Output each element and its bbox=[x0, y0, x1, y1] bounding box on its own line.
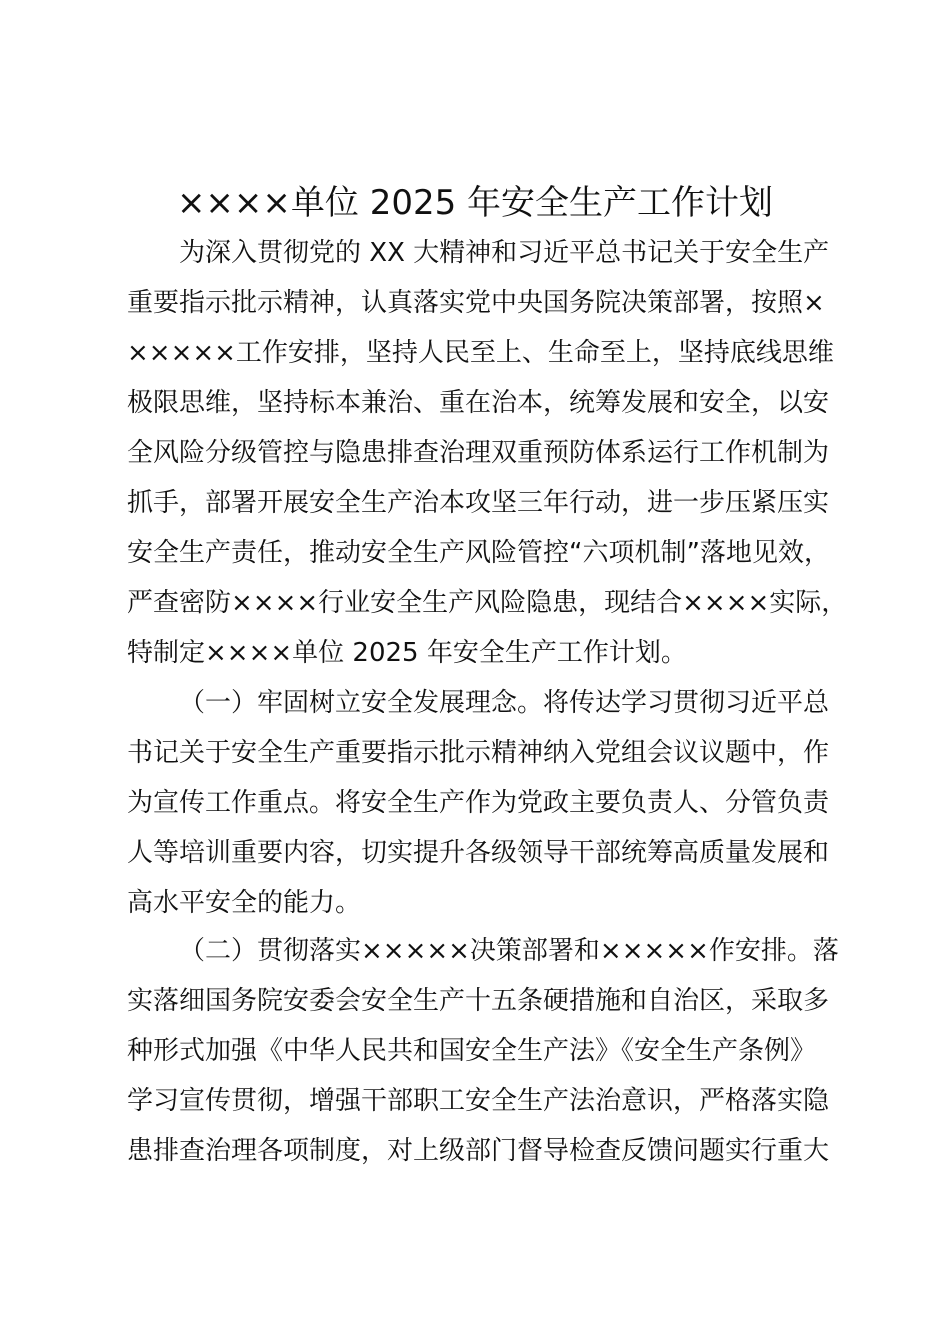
document-title: ××××单位 2025 年安全生产工作计划 bbox=[176, 183, 774, 223]
paragraph-line: 种形式加强《中华人民共和国安全生产法》《安全生产条例》 bbox=[127, 1036, 817, 1066]
paragraph-line: 高水平安全的能力。 bbox=[127, 888, 362, 918]
paragraph-line: 实落细国务院安委会安全生产十五条硬措施和自治区，采取多 bbox=[127, 986, 830, 1016]
paragraph-line: 特制定××××单位 2025 年安全生产工作计划。 bbox=[127, 638, 687, 668]
paragraph-line: 抓手，部署开展安全生产治本攻坚三年行动，进一步压紧压实 bbox=[127, 488, 830, 518]
paragraph-line: （一）牢固树立安全发展理念。将传达学习贯彻习近平总 bbox=[179, 688, 830, 718]
paragraph-line: 学习宣传贯彻，增强干部职工安全生产法治意识，严格落实隐 bbox=[127, 1086, 830, 1116]
paragraph-line: ×××××工作安排，坚持人民至上、生命至上，坚持底线思维 bbox=[127, 338, 834, 368]
paragraph-line: 书记关于安全生产重要指示批示精神纳入党组会议议题中，作 bbox=[127, 738, 830, 768]
paragraph-line: 为深入贯彻党的 XX 大精神和习近平总书记关于安全生产 bbox=[179, 238, 830, 268]
paragraph-line: 为宣传工作重点。将安全生产作为党政主要负责人、分管负责 bbox=[127, 788, 830, 818]
paragraph-line: 安全生产责任，推动安全生产风险管控“六项机制”落地见效， bbox=[127, 538, 830, 568]
paragraph-line: 严查密防××××行业安全生产风险隐患，现结合××××实际， bbox=[127, 588, 848, 618]
paragraph-line: 患排查治理各项制度，对上级部门督导检查反馈问题实行重大 bbox=[127, 1136, 830, 1166]
paragraph-line: 重要指示批示精神，认真落实党中央国务院决策部署，按照× bbox=[127, 288, 825, 318]
paragraph-line: 人等培训重要内容，切实提升各级领导干部统筹高质量发展和 bbox=[127, 838, 830, 868]
paragraph-section-two bbox=[127, 926, 862, 1176]
paragraph-intro bbox=[127, 228, 862, 678]
paragraph-line: 全风险分级管控与隐患排查治理双重预防体系运行工作机制为 bbox=[127, 438, 830, 468]
paragraph-line: （二）贯彻落实×××××决策部署和×××××作安排。落 bbox=[179, 936, 839, 966]
paragraph-section-one bbox=[127, 678, 862, 928]
paragraph-line: 极限思维，坚持标本兼治、重在治本，统筹发展和安全，以安 bbox=[127, 388, 830, 418]
